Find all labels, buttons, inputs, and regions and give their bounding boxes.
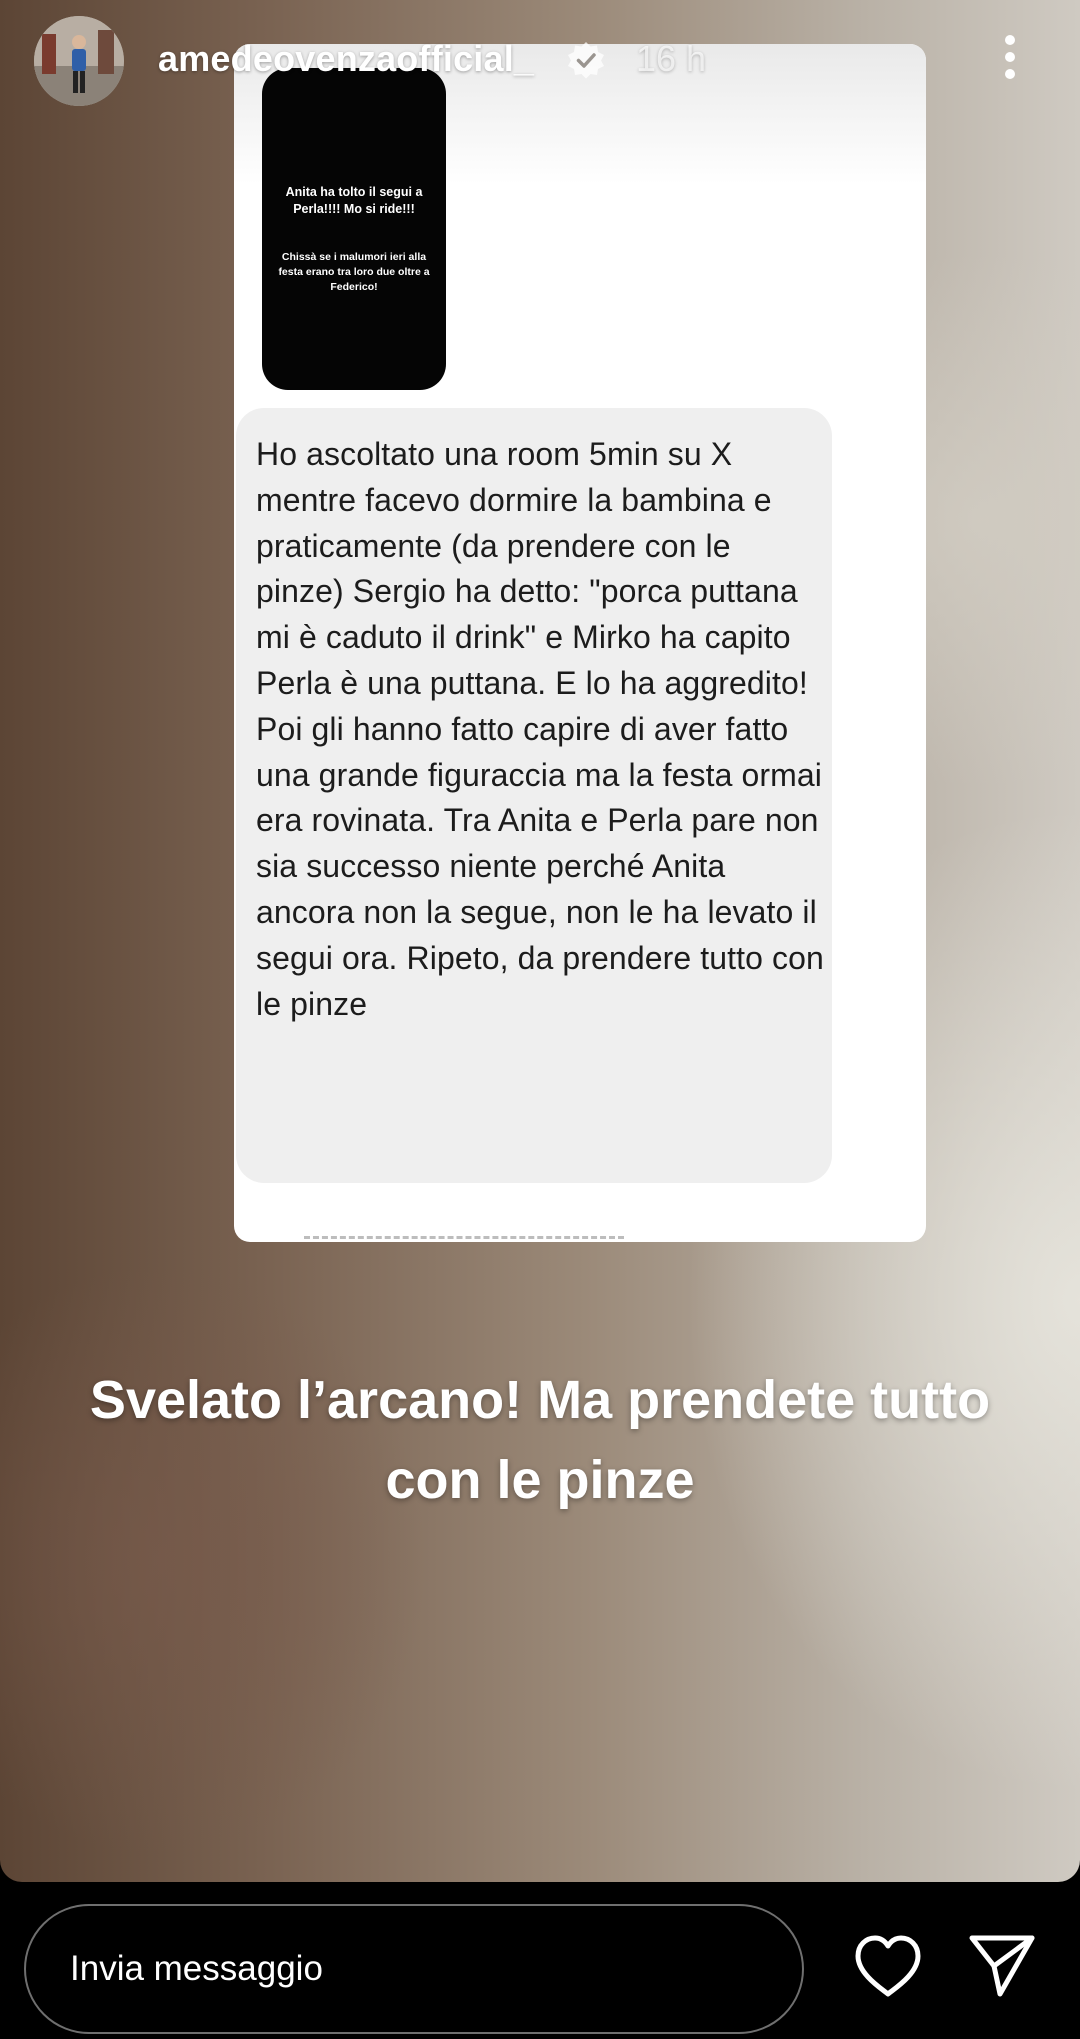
message-text: Ho ascoltato una room 5min su X mentre facevo dormire la bambina e praticamente (da prendere con le pinze) Sergio ha detto: "porca puttana mi è caduto il drink" e Mirko ha capito Perla è una puttana. E lo ha aggredito! Poi gli hanno fatto capire di aver fatto una grande figuraccia ma la festa ormai era rovinata. Tra Anita e Perla pare non sia successo niente perché Anita ancora non la segue, non le ha levato il segui ora. Ripeto, da prendere tutto con le pinze	[256, 436, 824, 1022]
avatar-photo-icon	[34, 16, 124, 106]
cropped-text-remnant	[304, 1236, 624, 1242]
screenshot-card	[234, 44, 926, 1242]
heart-icon[interactable]	[852, 1934, 924, 2000]
story-header	[0, 0, 1080, 120]
story-caption: Svelato l’arcano! Ma prendete tutto con le pinze	[89, 1370, 991, 1510]
message-input[interactable]	[24, 1904, 804, 2034]
username[interactable]: amedeovenzaofficial_	[158, 38, 535, 79]
message-bubble	[236, 408, 832, 1183]
reply-bar	[0, 1882, 1080, 2039]
avatar[interactable]	[34, 16, 124, 106]
more-vertical-icon[interactable]	[990, 32, 1030, 82]
thumbnail-text-primary: Anita ha tolto il segui a Perla!!!! Mo si ride!!!	[285, 185, 423, 216]
send-icon[interactable]	[966, 1930, 1038, 2000]
verified-badge-icon	[566, 40, 606, 80]
thumbnail-text-secondary: Chissà se i malumori ieri alla festa erano tra loro due oltre a Federico!	[278, 251, 430, 293]
story-timestamp: 16 h	[636, 38, 707, 79]
